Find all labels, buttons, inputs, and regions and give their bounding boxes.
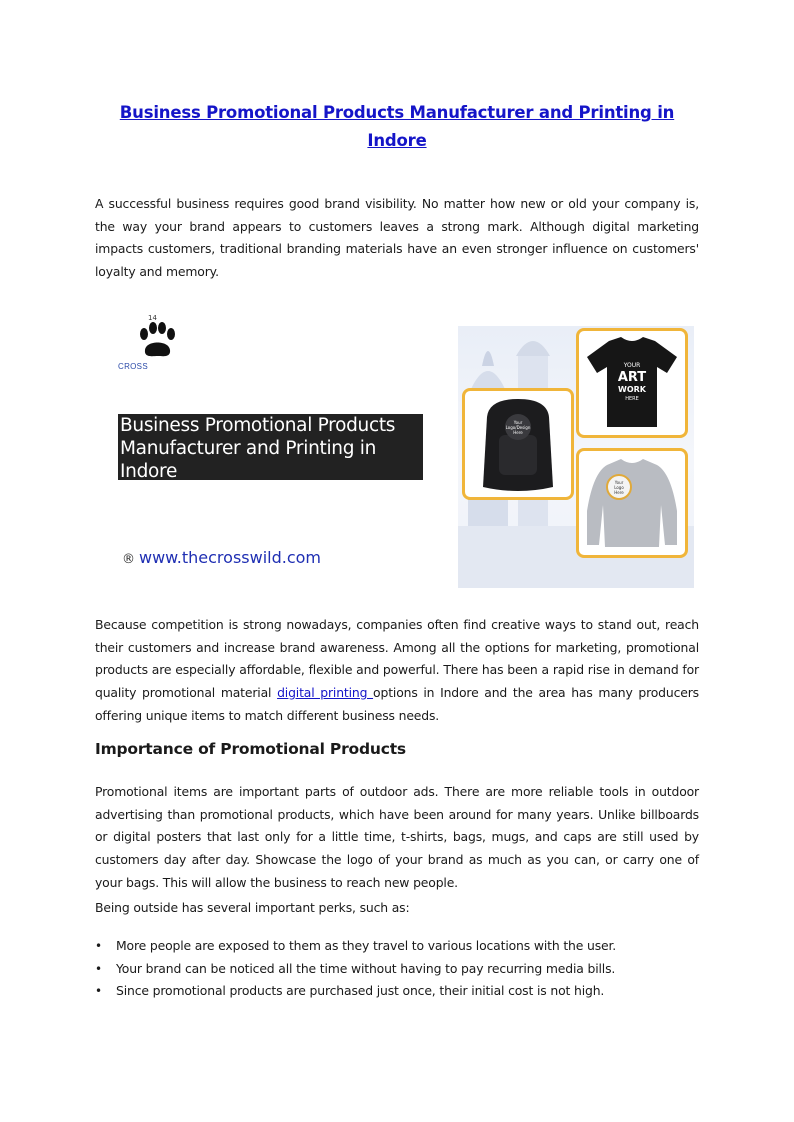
product-collage (458, 326, 694, 588)
shirt-print-line3: WORK (618, 385, 646, 394)
intro-paragraph: A successful business requires good brand visibility. No matter how new or old your company is, the way your brand appears to customers leaves a strong mark. Although digital marketing impacts customers, traditional branding materials have an even stronger influence on customers' loyalty and memory. (95, 196, 699, 280)
competition-text-end: options in Indore and the area has many producers offering unique items to match different business needs. (95, 685, 699, 723)
shirt-print-line2: ART (617, 370, 647, 385)
list-item-text: Your brand can be noticed all the time without having to pay recurring media bills. (116, 960, 616, 976)
document-title[interactable]: Business Promotional Products Manufacturer and Printing in Indore (119, 103, 675, 150)
sweat-print-line1: Your (614, 480, 624, 485)
list-item-text: More people are exposed to them as they travel to various locations with the user. (116, 938, 617, 953)
section-heading: Importance of Promotional Products (95, 740, 406, 758)
bag-print-line2: Logo/Design (505, 425, 531, 430)
sweat-print-line3: Here (614, 490, 624, 495)
registered-mark: ® (122, 552, 135, 567)
perks-list (95, 935, 699, 1003)
perks-intro: Being outside has several important perks, such as: (95, 900, 410, 915)
importance-paragraph: Promotional items are important parts of outdoor ads. There are more reliable tools in outdoor advertising than promotional products, which have been around for many years. Unlike billboards or digital posters that last only for a little time, t-shirts, bags, mugs, and caps are still used by customers day after day. Showcase the logo of your brand as much as you can, or carry one of your bags. This will allow the business to reach new people. (95, 784, 699, 890)
banner-url-text: www.thecrosswild.com (139, 548, 322, 567)
sweatshirt-frame (576, 448, 688, 558)
list-item (95, 958, 699, 981)
bag-print-line1: Your (513, 420, 523, 425)
bullet-icon: • (95, 984, 102, 999)
shirt-print-line1: YOUR (623, 362, 641, 369)
competition-paragraph (95, 614, 699, 728)
paw-logo-icon (134, 312, 180, 362)
list-item (95, 980, 699, 1003)
shirt-print-line4: HERE (625, 396, 639, 402)
backpack-icon (465, 391, 571, 497)
tshirt-icon (579, 331, 685, 435)
backpack-frame (462, 388, 574, 500)
sweat-print-line2: Logo (614, 485, 624, 490)
digital-printing-link[interactable]: digital printing (277, 685, 374, 701)
banner-url (122, 548, 321, 567)
sweatshirt-icon (579, 451, 685, 555)
tshirt-frame (576, 328, 688, 438)
list-item (95, 935, 699, 958)
logo-text: CROSS (118, 362, 148, 371)
bullet-icon: • (95, 939, 102, 953)
banner-title: Business Promotional Products Manufacturer and Printing in Indore (118, 414, 423, 480)
bullet-icon: • (95, 961, 102, 976)
promo-banner-image (110, 300, 700, 590)
bag-print-line3: Here (513, 430, 523, 435)
list-item-text: Since promotional products are purchased just once, their initial cost is not high. (116, 983, 605, 999)
logo-mark-text: 14 (148, 314, 157, 322)
competition-text-start: Because competition is strong nowadays, companies often find creative ways to stand out, reach their customers and increase brand awareness. Among all the options for marketing, promotional products are especially affordable, flexible and powerful. There has been a rapid rise in demand for quality promotional material (95, 617, 699, 701)
